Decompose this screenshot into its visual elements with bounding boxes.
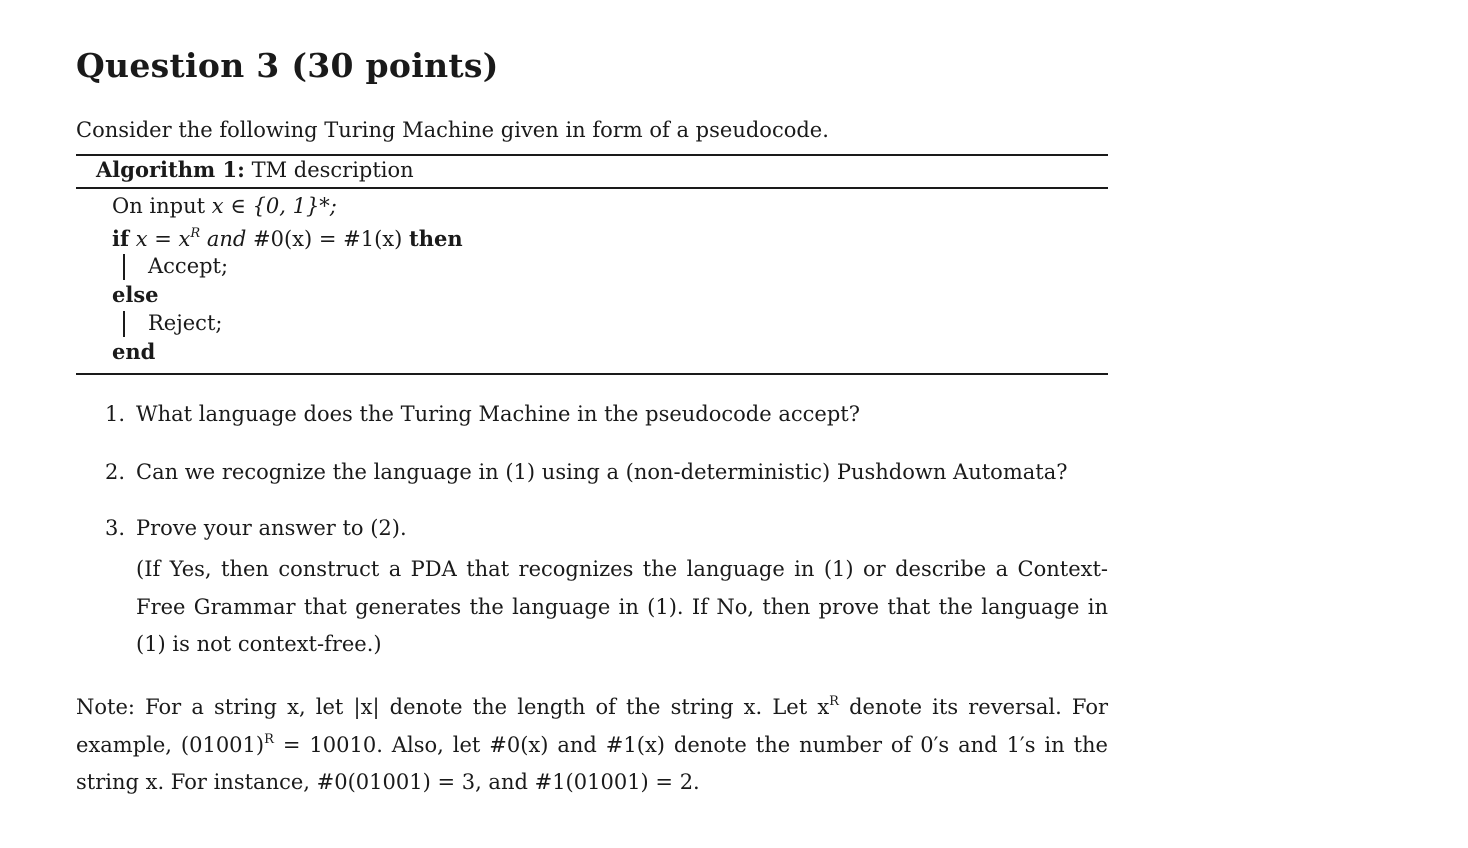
if-keyword: if — [112, 226, 130, 251]
condition-sup: R — [190, 226, 201, 241]
condition-lhs: x = x — [135, 227, 191, 251]
note-paragraph — [76, 689, 1108, 802]
input-math: x ∈ {0, 1}*; — [211, 194, 337, 218]
question-1-number: 1. — [105, 402, 126, 426]
accept-block-bar — [123, 254, 125, 280]
question-2-text: Can we recognize the language in (1) using a (non-deterministic) Pushdown Automata? — [136, 460, 1068, 484]
then-keyword: then — [409, 226, 463, 251]
mid-rule — [76, 187, 1108, 189]
reject-block-bar — [123, 311, 125, 337]
algorithm-box — [76, 154, 1108, 375]
question-1-text: What language does the Turing Machine in the pseudocode accept? — [136, 402, 860, 426]
and-keyword: and — [206, 227, 247, 251]
reject-line: Reject; — [148, 311, 223, 335]
input-line — [112, 194, 337, 218]
question-3-number: 3. — [105, 516, 126, 540]
note-text-1: Note: For a string x, let |x| denote the length of the string x. Let x — [76, 695, 830, 719]
question-title: Question 3 (30 points) — [76, 46, 499, 85]
algorithm-caption — [96, 157, 414, 182]
algorithm-caption-text: TM description — [251, 158, 414, 182]
end-line: end — [112, 339, 156, 364]
question-2-number: 2. — [105, 460, 126, 484]
note-sup-2: R — [264, 731, 274, 747]
input-prefix: On input — [112, 194, 206, 218]
condition-rhs: #0(x) = #1(x) — [253, 227, 403, 251]
bottom-rule — [76, 373, 1108, 375]
note-text-3: = 10010. Also, let #0(x) and #1(x) denote the number of 0′s and 1′s in the string x. For instance, #0(01001) = 3, and #1(01001) = 2. — [76, 732, 1108, 794]
question-3-detail: (If Yes, then construct a PDA that recognizes the language in (1) or describe a Context-Free Grammar that generates the language in (1). If No, then prove that the language in (1) is not context-free.) — [136, 557, 1108, 656]
algorithm-label: Algorithm 1: — [96, 157, 245, 182]
else-line: else — [112, 282, 159, 307]
if-line — [112, 226, 463, 251]
accept-line: Accept; — [148, 254, 229, 278]
question-3-text: Prove your answer to (2). — [136, 516, 407, 540]
top-rule — [76, 154, 1108, 156]
intro-text: Consider the following Turing Machine given in form of a pseudocode. — [76, 118, 829, 142]
note-sup-1: R — [829, 694, 839, 709]
note-text-2: denote its reversal. For example, (01001) — [76, 695, 1108, 757]
